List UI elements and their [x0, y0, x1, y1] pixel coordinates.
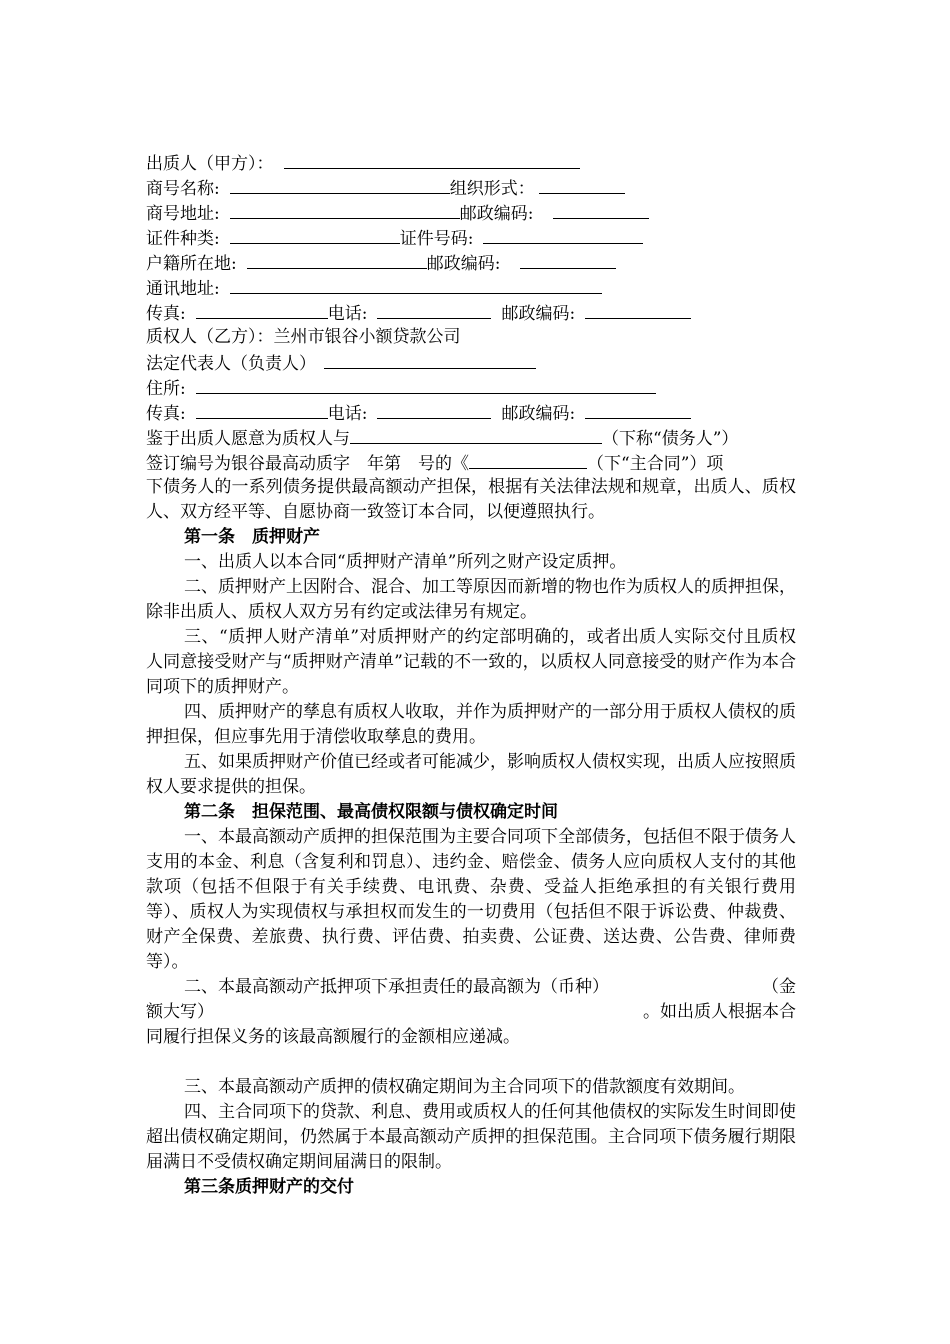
- mail-addr-row: [146, 275, 796, 300]
- id-no-blank[interactable]: [483, 225, 643, 244]
- fax-blank-2[interactable]: [196, 400, 328, 419]
- id-type-label: 证件种类:: [146, 229, 220, 249]
- residence-label: 住所:: [146, 379, 186, 399]
- article1-p5: 五、如果质押财产价值已经或者可能减少，影响质权人债权实现，出质人应按照质权人要求提供的担保。: [146, 752, 796, 797]
- trade-addr-label: 商号地址:: [146, 204, 220, 224]
- main-contract-blank[interactable]: [469, 450, 587, 469]
- pledgor-blank[interactable]: [284, 150, 580, 169]
- contact-row-1: [146, 300, 796, 325]
- pledgee-line: 质权人（乙方）：兰州市银谷小额贷款公司: [146, 327, 461, 347]
- household-row: [146, 250, 796, 275]
- trade-name-label: 商号名称:: [146, 179, 220, 199]
- preamble-line2-b: （下“主合同”）项: [587, 454, 724, 474]
- pledgor-row: [146, 150, 796, 175]
- residence-row: [146, 375, 796, 400]
- article2-title: 第二条 担保范围、最高债权限额与债权确定时间: [184, 802, 558, 822]
- postcode-blank-3[interactable]: [585, 300, 691, 319]
- trade-addr-blank[interactable]: [230, 200, 460, 219]
- article1-p1: 一、出质人以本合同“质押财产清单”所列之财产设定质押。: [184, 552, 627, 572]
- article2-p2-d: 。如出质人根据本合: [643, 1002, 796, 1022]
- org-form-label: 组织形式：: [449, 179, 535, 199]
- blank-line: [146, 1050, 796, 1075]
- article2-p2-e: 同履行担保义务的该最高额履行的金额相应递减。: [146, 1027, 520, 1047]
- article1-p2: 二、质押财产上因附合、混合、加工等原因而新增的物也作为质权人的质押担保，除非出质人、质权人双方另有约定或法律另有规定。: [146, 577, 796, 622]
- postcode-label-1: 邮政编码:: [459, 204, 534, 224]
- article3-title: 第三条质押财产的交付: [184, 1177, 354, 1197]
- trade-name-row: [146, 175, 796, 200]
- household-label: 户籍所在地:: [146, 254, 237, 274]
- postcode-blank-2[interactable]: [520, 250, 616, 269]
- legal-rep-row: [146, 350, 796, 375]
- mail-addr-blank[interactable]: [230, 275, 602, 294]
- tel-blank-2[interactable]: [377, 400, 491, 419]
- id-row: [146, 225, 796, 250]
- pledgee-row: [146, 325, 796, 350]
- residence-blank[interactable]: [196, 375, 656, 394]
- article1-p3: 三、“质押人财产清单”对质押财产的约定部明确的，或者出质人实际交付且质权人同意接受财产与“质押财产清单”记载的不一致的，以质权人同意接受的财产作为本合同项下的质押财产。: [146, 627, 796, 697]
- fax-label-1: 传真:: [146, 304, 186, 324]
- contract-page: [146, 150, 796, 1200]
- household-blank[interactable]: [247, 250, 427, 269]
- id-type-blank[interactable]: [230, 225, 400, 244]
- article2-p2-a: 二、本最高额动产抵押项下承担责任的最高额为（币种）: [184, 977, 609, 997]
- trade-name-blank[interactable]: [230, 175, 450, 194]
- postcode-blank-1[interactable]: [553, 200, 649, 219]
- article2-p2-b: （金: [762, 977, 796, 997]
- preamble-line-1: [146, 425, 796, 450]
- fax-blank-1[interactable]: [196, 300, 328, 319]
- tel-label-1: 电话:: [327, 304, 368, 324]
- article2-p4: 四、主合同项下的贷款、利息、费用或质权人的任何其他债权的实际发生时间即使超出债权确定期间，仍然属于本最高额动产质押的担保范围。主合同项下债务履行期限届满日不受债权确定期间届满日的限制。: [146, 1102, 796, 1172]
- article2-p2-line3: [146, 1025, 796, 1050]
- article2-p2-c: 额大写）: [146, 1002, 214, 1022]
- postcode-label-2: 邮政编码:: [426, 254, 501, 274]
- article2-p1: 一、本最高额动产质押的担保范围为主要合同项下全部债务，包括但不限于债务人支用的本金、利息（含复利和罚息）、违约金、赔偿金、债务人应向质权人支付的其他款项（包括不但限于有关手续费、电讯费、杂费、受益人拒绝承担的有关银行费用等）、质权人为实现债权与承担权而发生的一切费用（包括但不限于诉讼费、仲裁费、财产全保费、差旅费、执行费、评估费、拍卖费、公证费、送达费、公告费、律师费等）。: [146, 827, 796, 972]
- postcode-blank-4[interactable]: [585, 400, 691, 419]
- preamble-rest: 下债务人的一系列债务提供最高额动产担保，根据有关法律法规和规章，出质人、质权人、双方经平等、自愿协商一致签订本合同，以便遵照执行。: [146, 477, 796, 522]
- legal-rep-label: 法定代表人（负责人）: [146, 354, 316, 374]
- debtor-blank[interactable]: [350, 425, 602, 444]
- contact-row-2: [146, 400, 796, 425]
- postcode-label-4: 邮政编码:: [501, 404, 576, 424]
- article1-p4: 四、质押财产的孳息有质权人收取，并作为质押财产的一部分用于质权人债权的质押担保，但应事先用于清偿收取孳息的费用。: [146, 702, 796, 747]
- tel-blank-1[interactable]: [377, 300, 491, 319]
- preamble-line2-a: 签订编号为银谷最高动质字 年第 号的《: [146, 454, 469, 474]
- article2-p3: 三、本最高额动产质押的债权确定期间为主合同项下的借款额度有效期间。: [184, 1077, 745, 1097]
- mail-addr-label: 通讯地址:: [146, 279, 220, 299]
- id-no-label: 证件号码:: [399, 229, 474, 249]
- preamble-line1-a: 鉴于出质人愿意为质权人与: [146, 429, 350, 449]
- article1-title: 第一条 质押财产: [184, 527, 320, 547]
- article2-p2-line2: [146, 1000, 796, 1025]
- trade-addr-row: [146, 200, 796, 225]
- preamble-line1-b: （下称“债务人”）: [602, 429, 739, 449]
- pledgor-label: 出质人（甲方）：: [146, 154, 274, 174]
- org-form-blank[interactable]: [539, 175, 625, 194]
- postcode-label-3: 邮政编码:: [501, 304, 576, 324]
- preamble-line-2: [146, 450, 796, 475]
- tel-label-2: 电话:: [327, 404, 368, 424]
- legal-rep-blank[interactable]: [324, 350, 536, 369]
- fax-label-2: 传真:: [146, 404, 186, 424]
- article2-p2-line1: [146, 975, 796, 1000]
